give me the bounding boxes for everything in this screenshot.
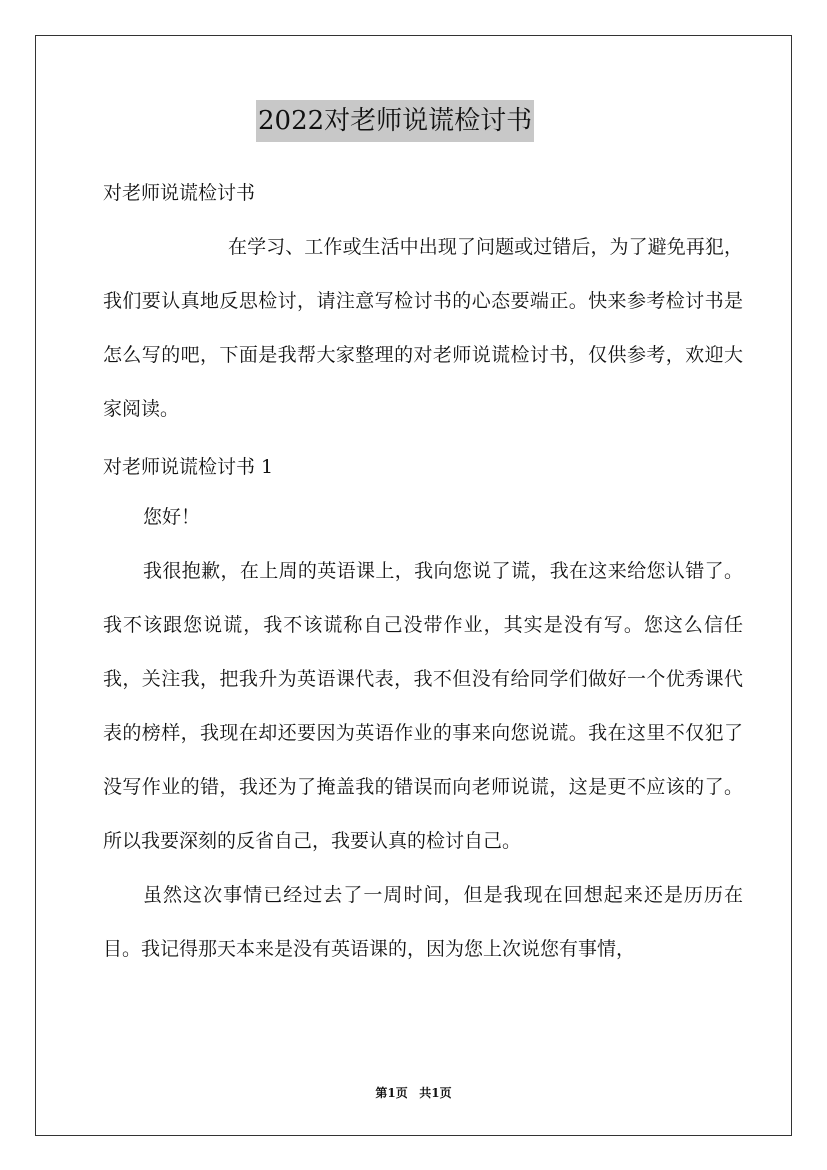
letter-body (103, 490, 743, 976)
greeting: 您好！ (143, 506, 201, 528)
document-title: 2022对老师说谎检讨书 (256, 100, 534, 142)
body-paragraph-2: 虽然这次事情已经过去了一周时间，但是我现在回想起来还是历历在目。我记得那天本来是没有英语课的，因为您上次说您有事情， (103, 884, 743, 960)
body-paragraph-1: 我很抱歉，在上周的英语课上，我向您说了谎，我在这来给您认错了。我不该跟您说谎，我不该谎称自己没带作业，其实是没有写。您这么信任我，关注我，把我升为英语课代表，我不但没有给同学们做好一个优秀课代表的榜样，我现在却还要因为英语作业的事来向您说谎。我在这里不仅犯了没写作业的错，我还为了掩盖我的错误而向老师说谎，这是更不应该的了。所以我要深刻的反省自己，我要认真的检讨自己。 (103, 560, 743, 852)
section-heading: 对老师说谎检讨书 1 (103, 456, 274, 478)
page-footer (0, 1085, 827, 1101)
page-number: 第1页 (375, 1086, 408, 1100)
page-total: 共1页 (419, 1086, 452, 1100)
intro-paragraph (103, 220, 743, 436)
document-subtitle: 对老师说谎检讨书 (103, 182, 256, 204)
intro-text: 在学习、工作或生活中出现了问题或过错后，为了避免再犯，我们要认真地反思检讨，请注意写检讨书的心态要端正。快来参考检讨书是怎么写的吧，下面是我帮大家整理的对老师说谎检讨书，仅供参考，欢迎大家阅读。 (103, 236, 743, 420)
